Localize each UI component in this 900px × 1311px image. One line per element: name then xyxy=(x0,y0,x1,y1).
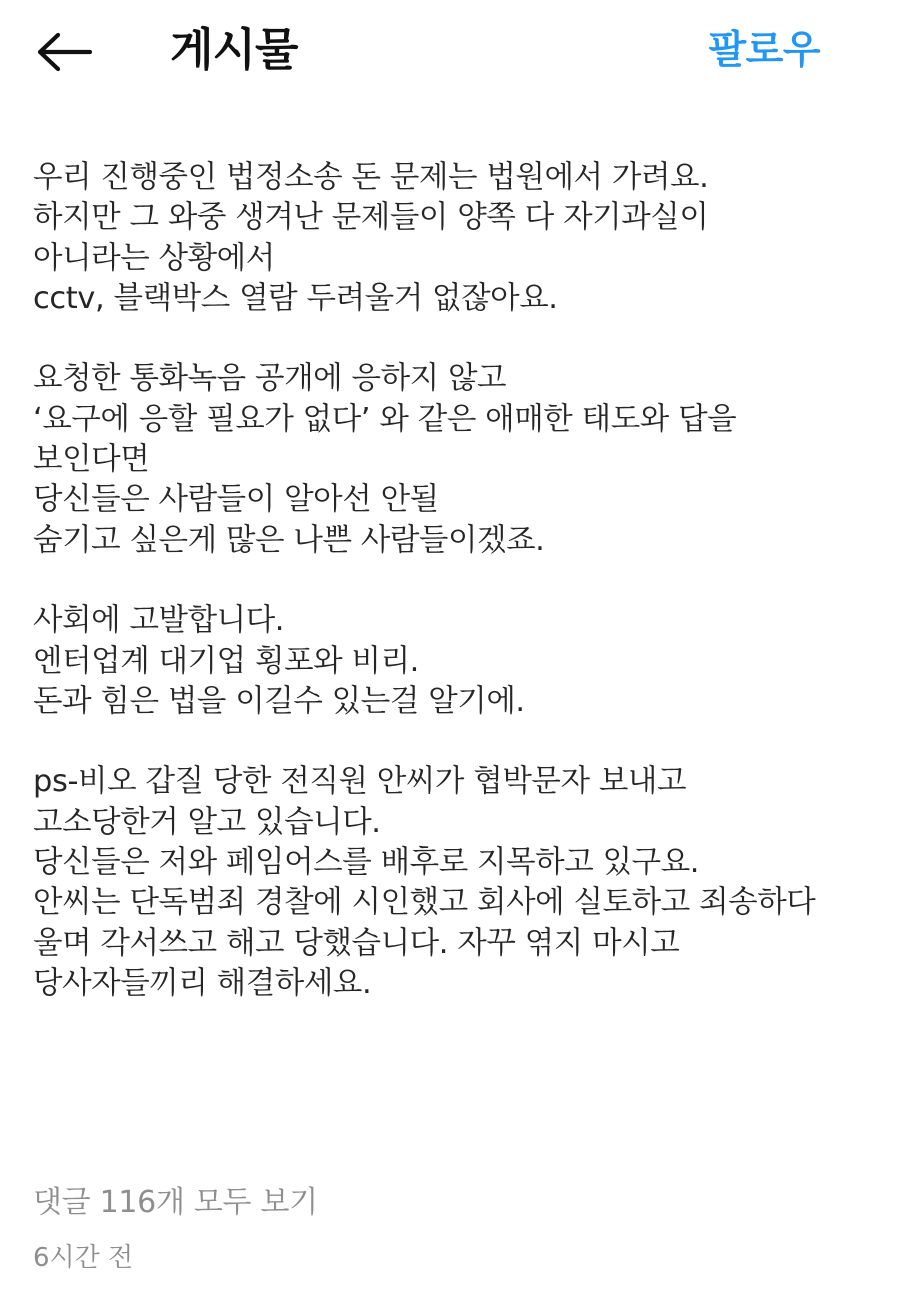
caption-line: 엔터업계 대기업 횡포와 비리. xyxy=(33,643,419,679)
caption-line: 안씨는 단독범죄 경찰에 시인했고 회사에 실토하고 죄송하다 xyxy=(33,885,816,921)
page-title: 게시물 xyxy=(170,23,298,76)
caption-line: 숨기고 싶은게 많은 나쁜 사람들이겠죠. xyxy=(33,522,545,558)
follow-button[interactable]: 팔로우 xyxy=(708,28,820,73)
paragraph-gap xyxy=(33,319,873,359)
caption-line: cctv, 블랙박스 열람 두려울거 없잖아요. xyxy=(33,280,558,316)
caption-line: ‘요구에 응할 필요가 없다’ 와 같은 애매한 태도와 답을 xyxy=(33,401,737,437)
post-timestamp: 6시간 전 xyxy=(33,1243,134,1273)
caption-line: 울며 각서쓰고 해고 당했습니다. 자꾸 엮지 마시고 xyxy=(33,925,680,961)
post-caption xyxy=(33,158,873,1004)
caption-line: 당신들은 사람들이 알아선 안될 xyxy=(33,482,439,518)
back-button[interactable] xyxy=(36,26,98,78)
caption-line: 당신들은 저와 페임어스를 배후로 지목하고 있구요. xyxy=(33,845,700,881)
paragraph-gap xyxy=(33,722,873,762)
caption-line: 사회에 고발합니다. xyxy=(33,603,285,639)
caption-line: 고소당한거 알고 있습니다. xyxy=(33,804,381,840)
caption-line: 돈과 힘은 법을 이길수 있는걸 알기에. xyxy=(33,683,525,719)
top-bar xyxy=(0,0,900,108)
caption-line: 하지만 그 와중 생겨난 문제들이 양쪽 다 자기과실이 xyxy=(33,200,709,236)
view-all-comments-link[interactable]: 댓글 116개 모두 보기 xyxy=(33,1185,318,1220)
caption-line: 우리 진행중인 법정소송 돈 문제는 법원에서 가려요. xyxy=(33,160,709,195)
arrow-left-icon xyxy=(36,32,92,72)
paragraph-gap xyxy=(33,561,873,601)
caption-line: 아니라는 상황에서 xyxy=(33,240,275,276)
caption-line: 보인다면 xyxy=(33,442,150,478)
caption-line: ps-비오 갑질 당한 전직원 안씨가 협박문자 보내고 xyxy=(33,764,687,800)
caption-line: 당사자들끼리 해결하세요. xyxy=(33,965,372,1001)
caption-line: 요청한 통화녹음 공개에 응하지 않고 xyxy=(33,361,507,397)
